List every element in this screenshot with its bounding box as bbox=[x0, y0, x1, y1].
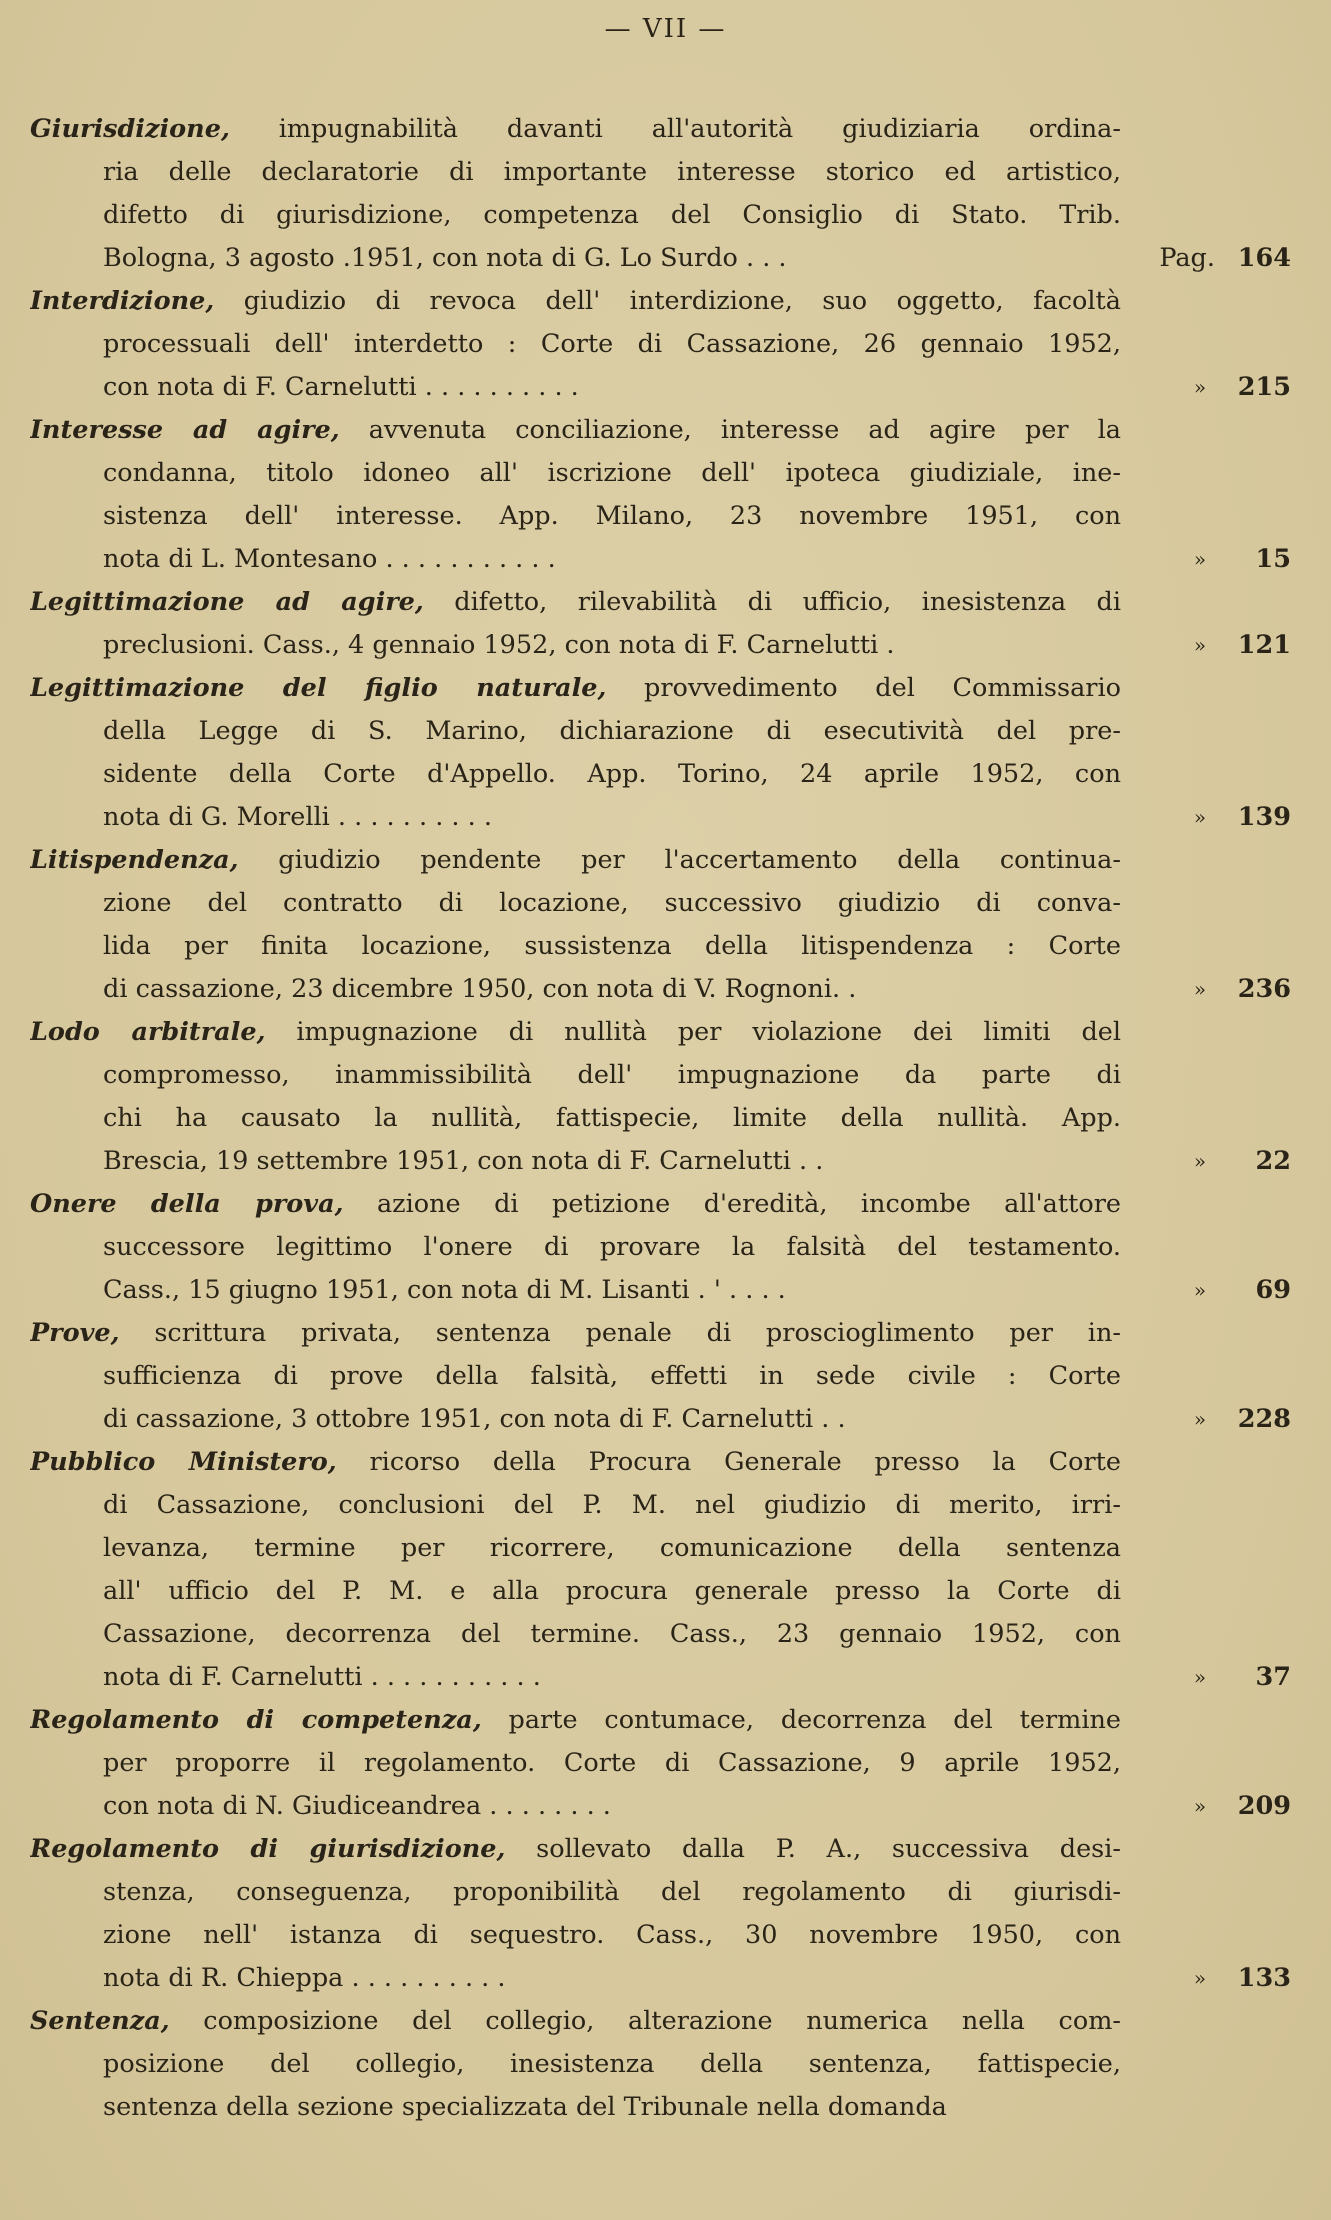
index-entry bbox=[0, 280, 1331, 409]
entry-heading: Interesse ad agire, bbox=[30, 415, 340, 445]
entry-text: difetto, rilevabilità di ufficio, inesistenza di bbox=[454, 587, 1121, 617]
dot-leader: . . . . . . . . . . . bbox=[385, 544, 556, 574]
entry-text: preclusioni. Cass., 4 gennaio 1952, con nota di F. Carnelutti bbox=[103, 630, 879, 660]
entry-text: difetto di giurisdizione, competenza del Consiglio di Stato. Trib. bbox=[103, 200, 1121, 230]
entry-heading: Onere della prova, bbox=[30, 1189, 344, 1219]
entry-line bbox=[0, 452, 1331, 495]
entry-heading: Legittimazione del figlio naturale, bbox=[30, 673, 607, 703]
ditto-mark: » bbox=[1193, 633, 1207, 657]
index-list bbox=[0, 108, 1331, 2129]
ditto-mark: » bbox=[1193, 805, 1207, 829]
entry-text: posizione del collegio, inesistenza della sentenza, fattispecie, bbox=[103, 2049, 1121, 2079]
ditto-mark: » bbox=[1193, 1278, 1207, 1302]
entry-line bbox=[0, 1957, 1331, 2000]
entry-text: all' ufficio del P. M. e alla procura generale presso la Corte di bbox=[103, 1576, 1121, 1606]
entry-line bbox=[0, 753, 1331, 796]
entry-line bbox=[0, 495, 1331, 538]
entry-text: nota di F. Carnelutti . bbox=[103, 1662, 379, 1692]
dot-leader: . bbox=[837, 1404, 846, 1434]
ditto-mark: » bbox=[1193, 1665, 1207, 1689]
entry-line bbox=[0, 1914, 1331, 1957]
entry-text: impugnabilità davanti all'autorità giudiziaria ordina- bbox=[278, 114, 1121, 144]
page-reference[interactable]: 15 bbox=[1255, 544, 1291, 574]
entry-line bbox=[0, 796, 1331, 839]
index-entry bbox=[0, 1312, 1331, 1441]
entry-text: sistenza dell' interesse. App. Milano, 23 novembre 1951, con bbox=[103, 501, 1121, 531]
entry-text: di Cassazione, conclusioni del P. M. nel giudizio di merito, irri- bbox=[103, 1490, 1121, 1520]
entry-text: ria delle declaratorie di importante interesse storico ed artistico, bbox=[103, 157, 1121, 187]
entry-line bbox=[0, 925, 1331, 968]
entry-text: parte contumace, decorrenza del termine bbox=[508, 1705, 1121, 1735]
entry-text: azione di petizione d'eredità, incombe all'attore bbox=[376, 1189, 1121, 1219]
page-reference[interactable]: 139 bbox=[1237, 802, 1291, 832]
dot-leader: ' . . . . bbox=[713, 1275, 786, 1305]
dot-leader: . . . . . . . bbox=[505, 1791, 611, 1821]
entry-text: stenza, conseguenza, proponibilità del regolamento di giurisdi- bbox=[103, 1877, 1121, 1907]
page-reference[interactable]: 215 bbox=[1237, 372, 1291, 402]
entry-text: lida per finita locazione, sussistenza della litispendenza : Corte bbox=[103, 931, 1121, 961]
ditto-mark: » bbox=[1193, 1966, 1207, 1990]
entry-line bbox=[0, 1398, 1331, 1441]
entry-text: condanna, titolo idoneo all' iscrizione dell' ipoteca giudiziale, ine- bbox=[103, 458, 1121, 488]
entry-line bbox=[0, 667, 1331, 710]
ditto-mark: » bbox=[1193, 547, 1207, 571]
dot-leader: . bbox=[886, 630, 895, 660]
entry-text: con nota di F. Carnelutti bbox=[103, 372, 417, 402]
entry-heading: Regolamento di competenza, bbox=[30, 1705, 482, 1735]
entry-line bbox=[0, 2043, 1331, 2086]
entry-line bbox=[0, 1269, 1331, 1312]
entry-text: giudizio pendente per l'accertamento della continua- bbox=[278, 845, 1121, 875]
entry-line bbox=[0, 1011, 1331, 1054]
page-reference[interactable]: 69 bbox=[1255, 1275, 1291, 1305]
entry-line bbox=[0, 1570, 1331, 1613]
ditto-mark: » bbox=[1193, 977, 1207, 1001]
entry-line bbox=[0, 194, 1331, 237]
index-entry bbox=[0, 581, 1331, 667]
entry-line bbox=[0, 151, 1331, 194]
page-reference[interactable]: 133 bbox=[1237, 1963, 1291, 1993]
index-entry bbox=[0, 2000, 1331, 2129]
page-reference[interactable]: 37 bbox=[1255, 1662, 1291, 1692]
index-entry bbox=[0, 1011, 1331, 1183]
entry-text: nota di G. Morelli bbox=[103, 802, 330, 832]
entry-line bbox=[0, 1140, 1331, 1183]
entry-text: provvedimento del Commissario bbox=[644, 673, 1121, 703]
entry-heading: Interdizione, bbox=[30, 286, 215, 316]
page-reference[interactable]: 22 bbox=[1255, 1146, 1291, 1176]
entry-text: sentenza della sezione specializzata del Tribunale nella domanda bbox=[103, 2092, 947, 2122]
entry-text: zione nell' istanza di sequestro. Cass., 30 novembre 1950, con bbox=[103, 1920, 1121, 1950]
entry-heading: Legittimazione ad agire, bbox=[30, 587, 424, 617]
entry-text: avvenuta conciliazione, interesse ad agire per la bbox=[368, 415, 1121, 445]
entry-line bbox=[0, 1226, 1331, 1269]
entry-line bbox=[0, 1441, 1331, 1484]
ditto-mark: » bbox=[1193, 375, 1207, 399]
page-reference[interactable]: 164 bbox=[1237, 243, 1291, 273]
ditto-mark: » bbox=[1193, 1407, 1207, 1431]
dot-leader: . . bbox=[799, 1146, 824, 1176]
entry-text: composizione del collegio, alterazione numerica nella com- bbox=[203, 2006, 1121, 2036]
index-entry bbox=[0, 1699, 1331, 1828]
page-label: Pag. bbox=[1159, 243, 1215, 273]
dot-leader: . . . . . . . . . . bbox=[337, 802, 492, 832]
entry-line bbox=[0, 1742, 1331, 1785]
entry-heading: Lodo arbitrale, bbox=[30, 1017, 266, 1047]
entry-text: zione del contratto di locazione, successivo giudizio di conva- bbox=[103, 888, 1121, 918]
page-reference[interactable]: 236 bbox=[1237, 974, 1291, 1004]
entry-heading: Regolamento di giurisdizione, bbox=[30, 1834, 506, 1864]
entry-heading: Sentenza, bbox=[30, 2006, 170, 2036]
entry-line bbox=[0, 1355, 1331, 1398]
entry-line bbox=[0, 839, 1331, 882]
entry-text: successore legittimo l'onere di provare la falsità del testamento. bbox=[103, 1232, 1121, 1262]
index-entry bbox=[0, 108, 1331, 280]
entry-text: nota di L. Montesano bbox=[103, 544, 378, 574]
index-entry bbox=[0, 1828, 1331, 2000]
entry-line bbox=[0, 1312, 1331, 1355]
entry-text: compromesso, inammissibilità dell' impugnazione da parte di bbox=[103, 1060, 1121, 1090]
entry-line bbox=[0, 1527, 1331, 1570]
entry-line bbox=[0, 538, 1331, 581]
entry-text: Cassazione, decorrenza del termine. Cass., 23 gennaio 1952, con bbox=[103, 1619, 1121, 1649]
entry-text: chi ha causato la nullità, fattispecie, limite della nullità. App. bbox=[103, 1103, 1121, 1133]
entry-line bbox=[0, 1097, 1331, 1140]
entry-line bbox=[0, 968, 1331, 1011]
entry-heading: Pubblico Ministero, bbox=[30, 1447, 337, 1477]
entry-text: giudizio di revoca dell' interdizione, suo oggetto, facoltà bbox=[243, 286, 1121, 316]
dot-leader: . . . . . . . . . . bbox=[424, 372, 579, 402]
entry-text: scrittura privata, sentenza penale di proscioglimento per in- bbox=[154, 1318, 1121, 1348]
entry-line bbox=[0, 1656, 1331, 1699]
entry-text: sollevato dalla P. A., successiva desi- bbox=[536, 1834, 1121, 1864]
entry-line bbox=[0, 1699, 1331, 1742]
entry-text: processuali dell' interdetto : Corte di Cassazione, 26 gennaio 1952, bbox=[103, 329, 1121, 359]
entry-text: impugnazione di nullità per violazione dei limiti del bbox=[296, 1017, 1121, 1047]
entry-line bbox=[0, 882, 1331, 925]
dot-leader: . . . . . . . . . . bbox=[386, 1662, 541, 1692]
entry-text: nota di R. Chieppa . bbox=[103, 1963, 360, 1993]
dot-leader: . . . . . . . . . bbox=[367, 1963, 506, 1993]
page-reference[interactable]: 121 bbox=[1237, 630, 1291, 660]
entry-line bbox=[0, 1183, 1331, 1226]
entry-text: con nota di N. Giudiceandrea . bbox=[103, 1791, 498, 1821]
entry-text: per proporre il regolamento. Corte di Cassazione, 9 aprile 1952, bbox=[103, 1748, 1121, 1778]
entry-text: sidente della Corte d'Appello. App. Torino, 24 aprile 1952, con bbox=[103, 759, 1121, 789]
dot-leader: . . . bbox=[745, 243, 787, 273]
entry-line bbox=[0, 1785, 1331, 1828]
entry-text: di cassazione, 3 ottobre 1951, con nota di F. Carnelutti . bbox=[103, 1404, 830, 1434]
entry-line bbox=[0, 2000, 1331, 2043]
entry-heading: Prove, bbox=[30, 1318, 120, 1348]
entry-line bbox=[0, 1054, 1331, 1097]
entry-text: Brescia, 19 settembre 1951, con nota di F. Carnelutti bbox=[103, 1146, 791, 1176]
index-entry bbox=[0, 1441, 1331, 1699]
index-entry bbox=[0, 667, 1331, 839]
page-number-header: — VII — bbox=[604, 14, 727, 44]
dot-leader: . bbox=[848, 974, 857, 1004]
entry-line bbox=[0, 581, 1331, 624]
entry-line bbox=[0, 108, 1331, 151]
index-entry bbox=[0, 1183, 1331, 1312]
page-reference[interactable]: 228 bbox=[1237, 1404, 1291, 1434]
entry-text: Bologna, 3 agosto .1951, con nota di G. Lo Surdo bbox=[103, 243, 738, 273]
entry-text: levanza, termine per ricorrere, comunicazione della sentenza bbox=[103, 1533, 1121, 1563]
index-entry bbox=[0, 409, 1331, 581]
entry-line bbox=[0, 624, 1331, 667]
entry-heading: Litispendenza, bbox=[30, 845, 239, 875]
entry-heading: Giurisdizione, bbox=[30, 114, 230, 144]
entry-line bbox=[0, 237, 1331, 280]
entry-line bbox=[0, 323, 1331, 366]
entry-text: sufficienza di prove della falsità, effetti in sede civile : Corte bbox=[103, 1361, 1121, 1391]
entry-line bbox=[0, 409, 1331, 452]
entry-text: ricorso della Procura Generale presso la Corte bbox=[369, 1447, 1121, 1477]
entry-text: della Legge di S. Marino, dichiarazione di esecutività del pre- bbox=[103, 716, 1121, 746]
ditto-mark: » bbox=[1193, 1794, 1207, 1818]
entry-line bbox=[0, 1484, 1331, 1527]
entry-line bbox=[0, 1871, 1331, 1914]
entry-line bbox=[0, 710, 1331, 753]
page-reference[interactable]: 209 bbox=[1237, 1791, 1291, 1821]
entry-text: Cass., 15 giugno 1951, con nota di M. Lisanti . bbox=[103, 1275, 706, 1305]
ditto-mark: » bbox=[1193, 1149, 1207, 1173]
entry-line bbox=[0, 366, 1331, 409]
entry-line bbox=[0, 1613, 1331, 1656]
entry-text: di cassazione, 23 dicembre 1950, con nota di V. Rognoni. bbox=[103, 974, 841, 1004]
entry-line bbox=[0, 280, 1331, 323]
index-entry bbox=[0, 839, 1331, 1011]
entry-line bbox=[0, 1828, 1331, 1871]
entry-line bbox=[0, 2086, 1331, 2129]
